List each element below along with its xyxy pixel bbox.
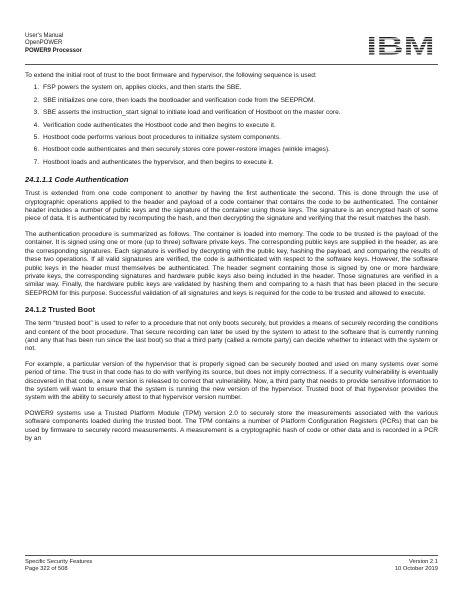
footer-section-name: Specific Security Features — [25, 559, 93, 565]
section-heading-trusted-boot: 24.1.2 Trusted Boot — [25, 305, 96, 315]
boot-sequence-list — [25, 84, 438, 167]
page-body — [25, 72, 438, 450]
paragraph: Trust is extended from one code component to another by having the first authenticate the second. This is done through the use of cryptographic operations applied to the header and payload of a code container that contains the code to be authenticated. The container header includes a number of public keys and the signature of the container using those keys. The signature is an encrypted hash of some piece of data. It is authenticated by recomputing the hash, and then decrypting the signature and verifying that the result matches the hash. — [25, 190, 438, 223]
footer-page-number: Page 322 of 508 — [25, 566, 68, 573]
list-item: 3. SBE asserts the instruction_start signal to initiate load and verification of Hostboot on the master core. — [41, 109, 438, 117]
list-item: 4. Verification code authenticates the Hostboot code and then begins to execute it. — [41, 122, 438, 130]
header-platform: OpenPOWER — [25, 40, 63, 47]
list-item: 5. Hostboot code performs various boot procedures to initialize system components. — [41, 134, 438, 142]
list-item: 1. FSP powers the system on, applies clocks, and then starts the SBE. — [41, 84, 438, 92]
paragraph: The term “trusted boot” is used to refer to a procedure that not only boots securely, but provides a means of securely recording the conditions and content of the boot procedure. That secure recording can later be used by the system to attest to the software that is currently running (and any that has been run since the last boot) so that a third party (called a remote party) can decide whether to interact with the system or not. — [25, 320, 438, 353]
running-header — [25, 33, 82, 55]
section-heading-code-authentication: 24.1.1.1 Code Authentication — [25, 175, 129, 185]
list-item: 6. Hostboot code authenticates and then securely stores core power-restore images (winkle images). — [41, 146, 438, 154]
paragraph: For example, a particular version of the hypervisor that is properly signed can be securely booted and used on many systems over some period of time. The trust in that code has to do with verifying its source, but does not imply correctness. If a security vulnerability is eventually discovered in that code, a new version is released to correct that vulnerability. Now, a third party that needs to provide sensitive information to the system will want to ensure that the system is running the new version of the hypervisor. Trusted boot of that hypervisor provides the system with the ability to securely attest to that hypervisor version number. — [25, 360, 438, 402]
header-product: POWER9 Processor — [25, 47, 83, 54]
footer-rule — [25, 555, 438, 556]
list-item: 7. Hostboot loads and authenticates the hypervisor, and then begins to execute it. — [41, 159, 438, 167]
header-rule — [25, 64, 438, 65]
ibm-logo — [365, 34, 436, 56]
header-doc-type: User's Manual — [25, 33, 64, 39]
intro-paragraph: To extend the initial root of trust to the boot firmware and hypervisor, the following sequence is used: — [25, 72, 317, 79]
paragraph: POWER9 systems use a Trusted Platform Module (TPM) version 2.0 to securely store the measurements associated with the various software components loaded during the trusted boot. The TPM contains a number of Platform Configuration Registers (PCRs) that can be used by firmware to securely record measurements. A measurement is a cryptographic hash of code or other data and is recorded in a PCR by an — [25, 409, 438, 442]
footer-date: 10 October 2019 — [394, 566, 438, 573]
running-footer — [25, 559, 438, 573]
list-item: 2. SBE initializes one core, then loads the bootloader and verification code from the SEEPROM. — [41, 97, 438, 105]
footer-version: Version 2.1 — [408, 559, 438, 565]
paragraph: The authentication procedure is summarized as follows. The container is loaded into memory. The code to be trusted is the payload of the container. It is signed using one or more (up to three) software private keys. The corresponding public keys are supplied in the header, as are the corresponding signatures. Each signature is verified by decrypting with the public key, hashing the payload, and comparing the results of these two operations. If all valid signatures are verified, the code is authenticated with respect to the software keys. However, the software public keys in the header must themselves be authenticated. The header segment containing those is signed by one or more hardware private keys, the corresponding signatures and hardware public keys also being included in the header. Those signatures are verified in a similar way. Finally, the hardware public keys are validated by hashing them and comparing to a hash that has been placed in the secure SEEPROM for this purpose. Successful validation of all signatures and keys is required for the code to be trusted and allowed to execute. — [25, 230, 438, 297]
